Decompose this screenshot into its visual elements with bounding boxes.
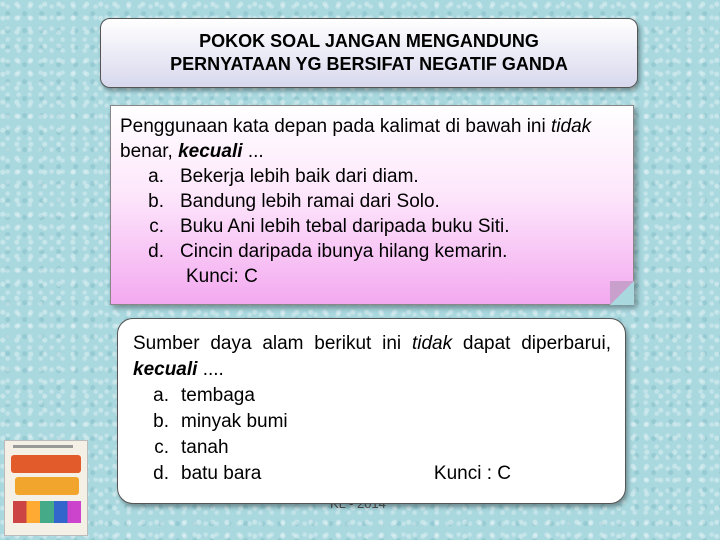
option-text: minyak bumi <box>181 411 288 432</box>
question-2-option-b <box>133 409 611 435</box>
question-1-stem-emphasis: tidak <box>551 116 592 137</box>
cover-title-band <box>11 455 81 473</box>
question-2-stem-text: Sumber daya alam berikut ini <box>133 333 412 354</box>
cover-illustration <box>13 501 81 523</box>
question-1-box <box>110 105 634 305</box>
question-1-stem-text-2: benar, <box>120 141 179 162</box>
question-2-stem-keyword: kecuali <box>133 359 198 380</box>
option-letter: d. <box>153 463 169 484</box>
option-letter: b. <box>148 191 164 212</box>
question-2-stem-text-2: dapat diperbarui, <box>452 333 611 354</box>
option-text: tembaga <box>181 385 255 406</box>
option-letter: a. <box>148 166 164 187</box>
option-text: batu bara <box>181 463 262 484</box>
option-letter: d. <box>148 241 164 262</box>
folded-corner <box>610 281 634 305</box>
question-1-option-a <box>120 164 623 189</box>
question-2-answer-key: Kunci : C <box>433 463 511 484</box>
cover-subtitle-band <box>15 477 79 495</box>
option-text: Bandung lebih ramai dari Solo. <box>180 191 440 212</box>
question-2-option-c <box>133 435 611 461</box>
question-2-stem-text-3: .... <box>197 359 224 380</box>
slide-title-line-2: PERNYATAAN YG BERSIFAT NEGATIF GANDA <box>170 54 568 74</box>
question-1-stem <box>120 114 623 164</box>
slide-title-line-1: POKOK SOAL JANGAN MENGANDUNG <box>199 31 539 51</box>
question-1-answer-key: Kunci: C <box>186 266 258 287</box>
cover-header-line <box>13 445 73 448</box>
option-letter: a. <box>153 385 169 406</box>
option-text: tanah <box>181 437 229 458</box>
slide-title-box <box>100 18 638 88</box>
question-2-stem-emphasis: tidak <box>411 333 453 354</box>
option-text: Cincin daripada ibunya hilang kemarin. <box>180 241 508 262</box>
question-1-stem-text-3: ... <box>242 141 264 162</box>
question-2-option-a <box>133 383 611 409</box>
option-text: Bekerja lebih baik dari diam. <box>180 166 419 187</box>
question-1-stem-text: Penggunaan kata depan pada kalimat di bawah ini <box>120 116 551 137</box>
question-1-stem-keyword: kecuali <box>178 141 243 162</box>
question-2-options <box>133 383 611 487</box>
question-2-option-d <box>133 461 611 487</box>
question-1-option-d <box>120 239 623 264</box>
question-2-stem <box>133 331 611 383</box>
question-1-options <box>120 164 623 264</box>
option-letter: c. <box>149 216 164 237</box>
question-1-option-b <box>120 189 623 214</box>
option-letter: b. <box>153 411 169 432</box>
option-text: Buku Ani lebih tebal daripada buku Siti. <box>180 216 510 237</box>
option-letter: c. <box>154 437 169 458</box>
question-1-option-c <box>120 214 623 239</box>
book-cover-image <box>4 440 88 536</box>
question-2-box <box>117 318 626 504</box>
